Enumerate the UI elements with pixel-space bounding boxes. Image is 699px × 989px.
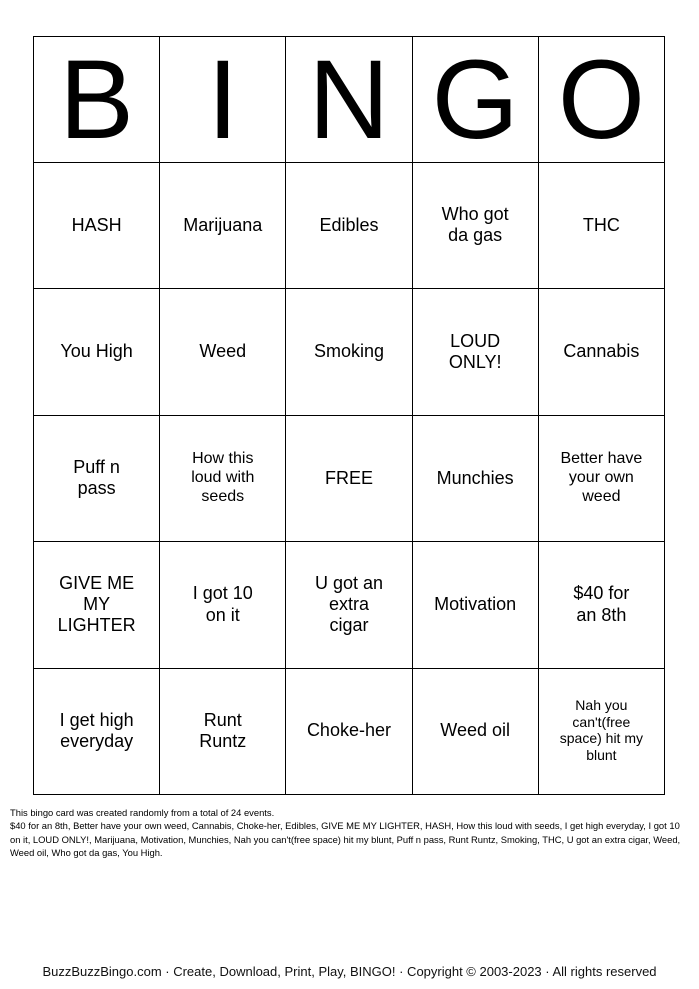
cell-label: How this loud with seeds — [191, 450, 255, 505]
cell-label: LOUD ONLY! — [448, 330, 502, 372]
bingo-cell — [160, 668, 286, 794]
header-letter-n: N — [286, 37, 412, 163]
bingo-row-5 — [34, 668, 665, 794]
bingo-cell — [160, 542, 286, 668]
bingo-cell — [286, 542, 412, 668]
cell-label: Munchies — [436, 467, 514, 488]
cell-label: You High — [60, 341, 133, 362]
bingo-cell — [160, 415, 286, 541]
bingo-cell — [412, 289, 538, 415]
bingo-cell — [412, 163, 538, 289]
cell-label: Edibles — [319, 214, 379, 235]
bingo-row-4 — [34, 542, 665, 668]
bingo-cell — [538, 415, 664, 541]
cell-label: Nah you can't(free space) hit my blunt — [559, 697, 643, 763]
bingo-cell — [34, 163, 160, 289]
bingo-cell — [538, 289, 664, 415]
bingo-cell — [34, 542, 160, 668]
cell-label: Weed oil — [440, 720, 511, 741]
header-letter-o: O — [538, 37, 664, 163]
bingo-cell — [538, 542, 664, 668]
cell-label: I get high everyday — [59, 709, 134, 751]
event-list: $40 for an 8th, Better have your own weed, Cannabis, Choke-her, Edibles, GIVE ME MY LIGHTER, HASH, How this loud with seeds, I get high everyday, I got 10 on it, LOUD ONLY!, Marijuana, Motivation, Munchies, Nah you can't(free space) hit my blunt, Puff n pass, Runt Runtz, Smoking, THC, U got an extra cigar, Weed, Weed oil, Who got da gas, You High. — [10, 820, 681, 859]
cell-label: Puff n pass — [73, 456, 120, 499]
cell-label: Smoking — [313, 341, 384, 362]
cell-label: GIVE ME MY LIGHTER — [57, 572, 136, 636]
free-space-label: FREE — [324, 467, 373, 488]
bingo-cell — [412, 415, 538, 541]
cell-label: Who got da gas — [441, 204, 509, 246]
bingo-cell — [34, 289, 160, 415]
bingo-cell — [286, 668, 412, 794]
cell-label: I got 10 on it — [192, 583, 253, 625]
header-letter-b: B — [34, 37, 160, 163]
cell-label: Weed — [199, 341, 247, 362]
bingo-cell — [412, 668, 538, 794]
cell-label: Better have your own weed — [560, 450, 643, 505]
bingo-card — [33, 36, 665, 795]
bingo-cell — [286, 289, 412, 415]
copyright-footer: BuzzBuzzBingo.com · Create, Download, Print, Play, BINGO! · Copyright © 2003-2023 · All rights reserved — [42, 964, 657, 979]
bingo-row-3 — [34, 415, 665, 541]
bingo-cell — [34, 415, 160, 541]
cell-label: THC — [582, 214, 620, 235]
bingo-row-2 — [34, 289, 665, 415]
event-list-note — [10, 806, 688, 859]
cell-label: $40 for an 8th — [573, 583, 630, 625]
bingo-cell — [34, 668, 160, 794]
bingo-cell — [160, 163, 286, 289]
cell-label: U got an extra cigar — [314, 572, 383, 636]
free-space-cell — [286, 415, 412, 541]
bingo-row-1 — [34, 163, 665, 289]
header-letter-g: G — [412, 37, 538, 163]
cell-label: Marijuana — [183, 214, 263, 235]
cell-label: Runt Runtz — [199, 709, 247, 751]
cell-label: Choke-her — [306, 720, 391, 741]
bingo-cell — [538, 163, 664, 289]
event-count-line: This bingo card was created randomly from a total of 24 events. — [10, 807, 275, 818]
bingo-cell — [160, 289, 286, 415]
bingo-header-row — [34, 37, 665, 163]
cell-label: Cannabis — [563, 341, 640, 362]
bingo-cell — [538, 668, 664, 794]
bingo-cell — [286, 163, 412, 289]
cell-label: Motivation — [434, 593, 517, 614]
bingo-cell — [412, 542, 538, 668]
cell-label: HASH — [71, 214, 122, 235]
header-letter-i: I — [160, 37, 286, 163]
